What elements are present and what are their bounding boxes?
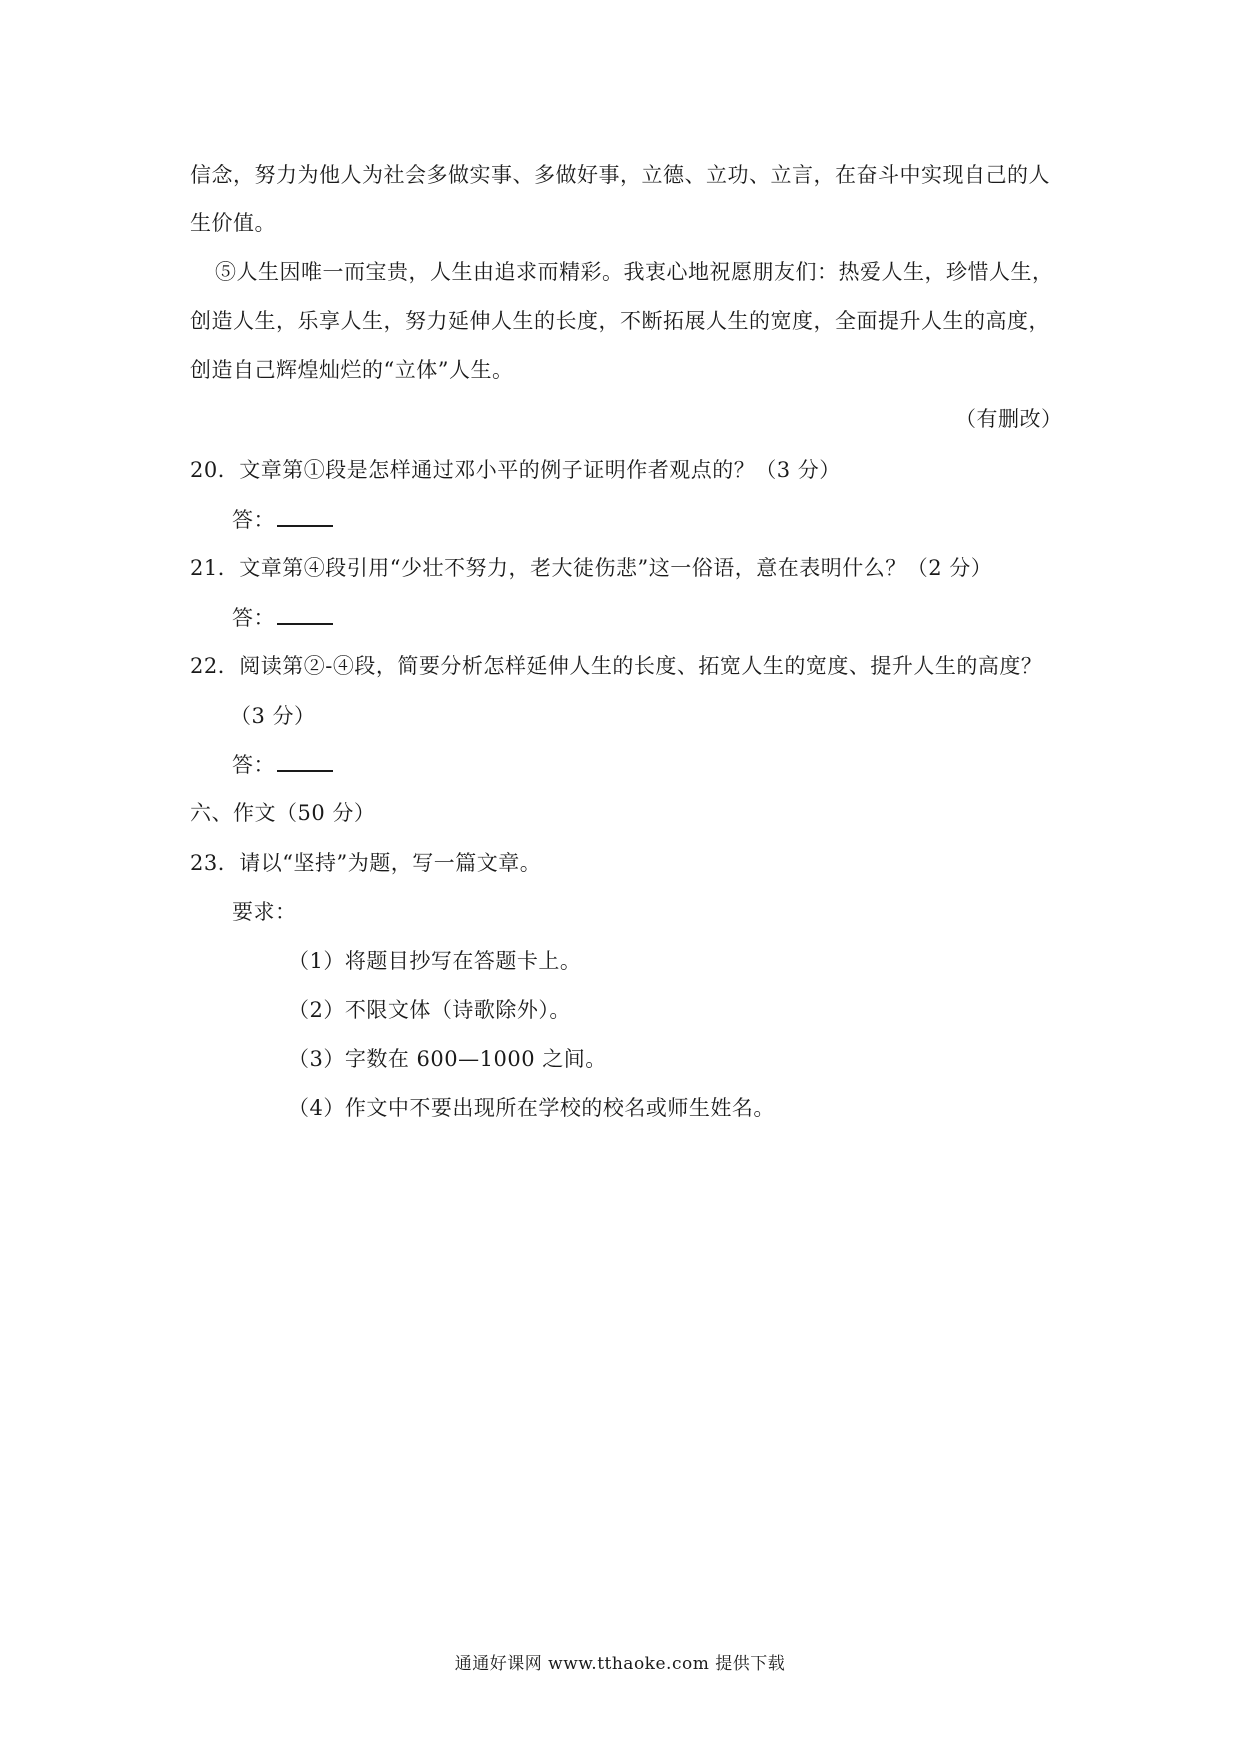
question-20: 20．文章第①段是怎样通过邓小平的例子证明作者观点的？（3 分） xyxy=(190,458,841,482)
requirement-item: （2）不限文体（诗歌除外）。 xyxy=(288,998,571,1022)
question-22-score: （3 分） xyxy=(230,704,316,728)
passage-line: 信念，努力为他人为社会多做实事、多做好事，立德、立功、立言，在奋斗中实现自己的人 xyxy=(190,163,1050,187)
answer-blank[interactable] xyxy=(277,750,333,772)
page-footer: 通通好课网 www.tthaoke.com 提供下载 xyxy=(454,1654,786,1674)
answer-row-22 xyxy=(232,750,333,780)
requirements-label: 要求： xyxy=(232,900,297,924)
question-23: 23．请以“坚持”为题，写一篇文章。 xyxy=(190,851,542,875)
answer-label: 答： xyxy=(232,606,275,630)
answer-label: 答： xyxy=(232,753,275,777)
requirement-item: （3）字数在 600—1000 之间。 xyxy=(288,1047,607,1071)
requirement-item: （4）作文中不要出现所在学校的校名或师生姓名。 xyxy=(288,1096,775,1120)
essay-section-title: 六、作文（50 分） xyxy=(190,801,376,825)
question-22: 22．阅读第②-④段，简要分析怎样延伸人生的长度、拓宽人生的宽度、提升人生的高度？ xyxy=(190,654,1043,678)
answer-blank[interactable] xyxy=(277,603,333,625)
paragraph-5-line: 创造人生，乐享人生，努力延伸人生的长度，不断拓展人生的宽度，全面提升人生的高度， xyxy=(190,309,1050,333)
requirement-item: （1）将题目抄写在答题卡上。 xyxy=(288,949,582,973)
paragraph-5-line: ⑤人生因唯一而宝贵，人生由追求而精彩。我衷心地祝愿朋友们：热爱人生，珍惜人生， xyxy=(215,260,1054,284)
answer-row-21 xyxy=(232,603,333,633)
passage-line: 生价值。 xyxy=(190,211,276,235)
question-21: 21．文章第④段引用“少壮不努力，老大徒伤悲”这一俗语，意在表明什么？（2 分） xyxy=(190,556,993,580)
answer-row-20 xyxy=(232,505,333,535)
source-note: （有删改） xyxy=(955,407,1063,431)
paragraph-5-line: 创造自己辉煌灿烂的“立体”人生。 xyxy=(190,358,514,382)
answer-blank[interactable] xyxy=(277,505,333,527)
answer-label: 答： xyxy=(232,508,275,532)
